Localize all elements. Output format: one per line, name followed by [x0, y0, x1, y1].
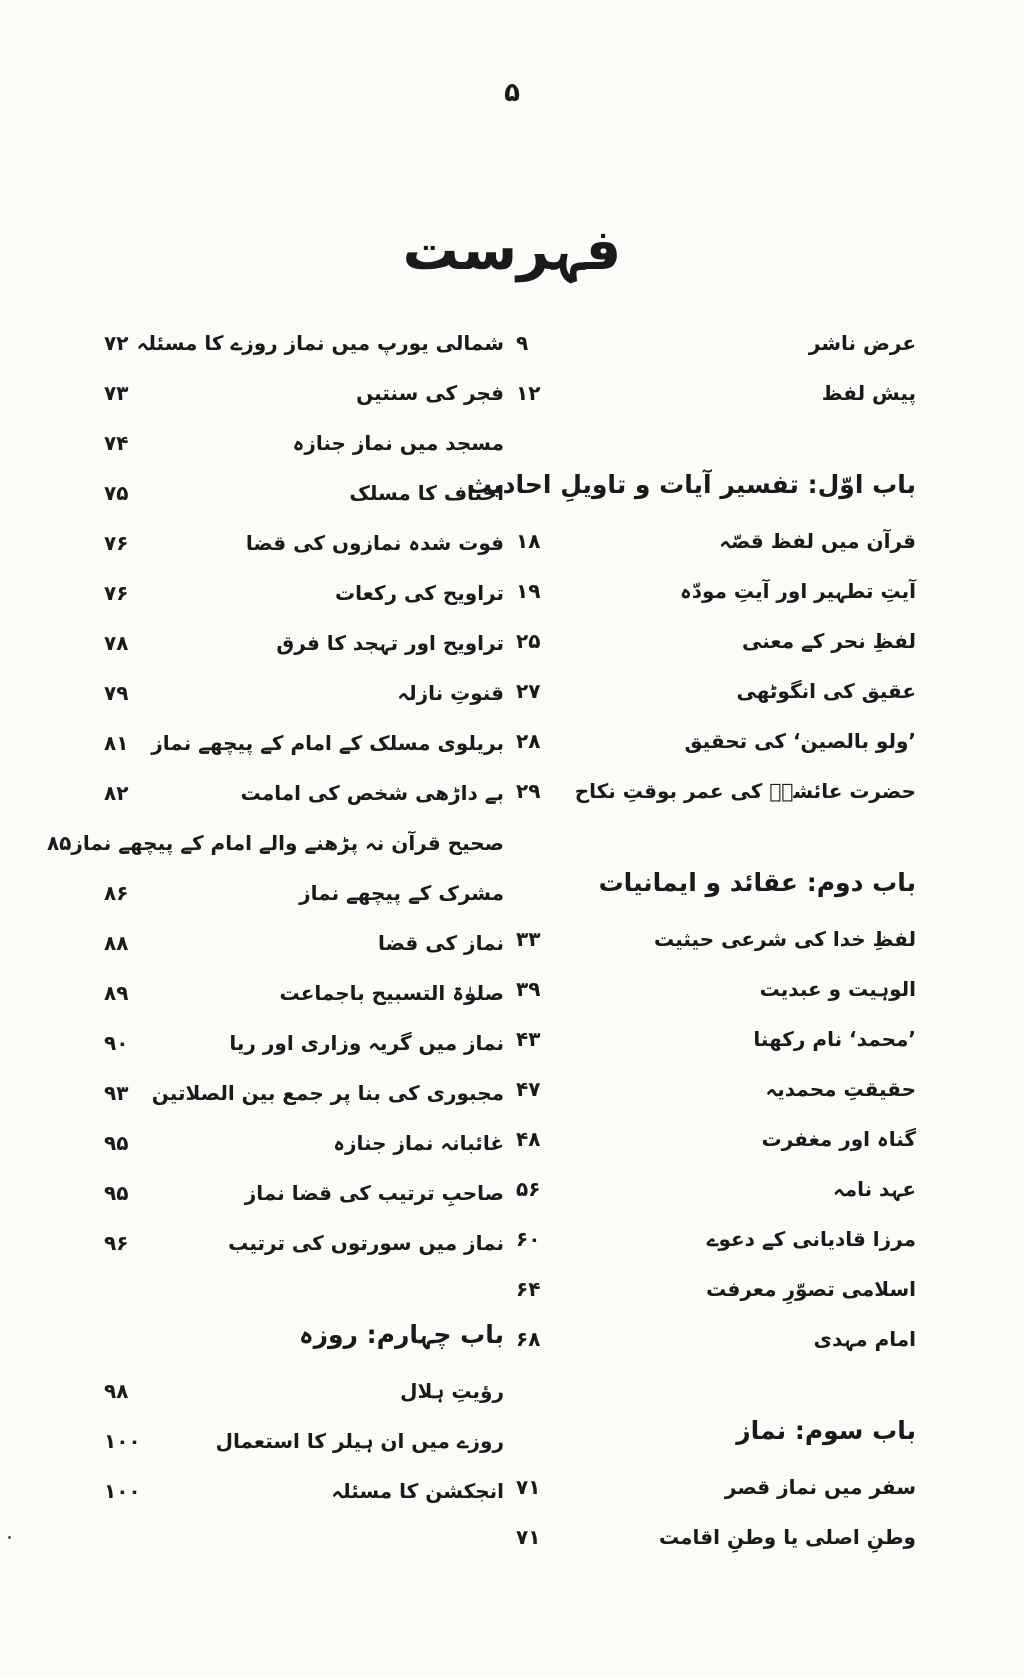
toc-entry[interactable] [516, 1462, 916, 1512]
toc-entry-title: صحیح قرآن نہ پڑھنے والے امام کے پیچھے نماز [71, 831, 504, 855]
toc-entry[interactable] [516, 1214, 916, 1264]
toc-entry[interactable] [104, 368, 504, 418]
page-number: ۵ [504, 78, 520, 108]
toc-entry[interactable] [104, 1018, 504, 1068]
toc-entry-page: ۱۰۰ [104, 1479, 141, 1503]
section-gap [516, 418, 916, 452]
toc-entry-page: ۶۰ [516, 1227, 541, 1251]
toc-entry-title: نماز کی قضا [377, 931, 504, 955]
toc-entry[interactable] [516, 368, 916, 418]
toc-entry-page: ۹۵ [104, 1181, 129, 1205]
toc-entry-title: رؤیتِ ہلال [400, 1379, 504, 1403]
toc-entry-page: ۸۸ [104, 931, 129, 955]
toc-entry[interactable] [104, 468, 504, 518]
toc-entry[interactable] [104, 518, 504, 568]
toc-entry-page: ۹۳ [104, 1081, 129, 1105]
toc-entry[interactable] [104, 318, 504, 368]
toc-entry-page: ۳۹ [516, 977, 541, 1001]
toc-entry-title: لفظِ خدا کی شرعی حیثیت [654, 927, 916, 951]
toc-entry[interactable] [104, 718, 504, 768]
toc-entry[interactable] [516, 914, 916, 964]
toc-entry[interactable] [516, 716, 916, 766]
toc-entry-title: امام مہدی [813, 1327, 916, 1351]
toc-entry-page: ۷۴ [104, 431, 129, 455]
toc-entry-page: ۱۰۰ [104, 1429, 141, 1453]
page-speck [8, 1536, 11, 1539]
toc-entry[interactable] [516, 666, 916, 716]
toc-entry-page: ۷۱ [516, 1525, 541, 1549]
chapter-heading: باب سوم: نماز [736, 1415, 916, 1445]
toc-entry-page: ۴۸ [516, 1127, 541, 1151]
toc-entry-title: شمالی یورپ میں نماز روزے کا مسئلہ [136, 331, 504, 355]
toc-entry[interactable] [516, 1512, 916, 1562]
toc-entry-title: نماز میں گریہ وزاری اور ریا [229, 1031, 504, 1055]
toc-entry-title: ’محمد‘ نام رکھنا [753, 1027, 916, 1051]
toc-entry-title: عہد نامہ [832, 1177, 916, 1201]
toc-entry-page: ۶۸ [516, 1327, 541, 1351]
toc-entry-page: ۷۶ [104, 531, 129, 555]
toc-entry-title: احناف کا مسلک [349, 481, 504, 505]
toc-entry-title: گناہ اور مغفرت [761, 1127, 916, 1151]
toc-entry-title: مرزا قادیانی کے دعوے [706, 1227, 916, 1251]
toc-entry[interactable] [104, 418, 504, 468]
toc-entry-page: ۷۲ [104, 331, 129, 355]
toc-entry-title: عقیق کی انگوٹھی [736, 679, 916, 703]
toc-entry[interactable] [516, 1164, 916, 1214]
toc-entry[interactable] [104, 968, 504, 1018]
toc-entry-page: ۹ [516, 331, 529, 355]
toc-entry[interactable] [516, 766, 916, 816]
toc-entry-title: قرآن میں لفظ قصّہ [719, 529, 916, 553]
toc-entry-page: ۱۹ [516, 579, 541, 603]
toc-entry-title: مشرک کے پیچھے نماز [299, 881, 504, 905]
toc-entry-page: ۸۲ [104, 781, 129, 805]
toc-entry[interactable] [104, 1466, 504, 1516]
toc-entry[interactable] [104, 1218, 504, 1268]
toc-entry-title: وطنِ اصلی یا وطنِ اقامت [658, 1525, 916, 1549]
toc-entry-title: آیتِ تطہیر اور آیتِ مودّہ [680, 579, 916, 603]
toc-left-column [46, 318, 504, 1516]
toc-entry-title: صلوٰۃ التسبیح باجماعت [279, 981, 504, 1005]
toc-entry[interactable] [104, 618, 504, 668]
toc-entry[interactable] [104, 918, 504, 968]
toc-entry[interactable] [104, 1416, 504, 1466]
toc-entry-title: انجکشن کا مسئلہ [331, 1479, 504, 1503]
section-gap [104, 1268, 504, 1302]
toc-entry[interactable] [516, 516, 916, 566]
toc-entry[interactable] [46, 818, 504, 868]
toc-entry-title: پیش لفظ [821, 381, 916, 405]
section-gap [516, 816, 916, 850]
toc-right-column [466, 318, 916, 1562]
toc-entry[interactable] [516, 1264, 916, 1314]
toc-entry-title: تراویح کی رکعات [335, 581, 504, 605]
toc-entry[interactable] [104, 1068, 504, 1118]
toc-entry-page: ۲۷ [516, 679, 541, 703]
toc-entry-title: ’ولو بالصین‘ کی تحقیق [684, 729, 916, 753]
toc-entry-page: ۹۰ [104, 1031, 129, 1055]
toc-entry-title: بریلوی مسلک کے امام کے پیچھے نماز [151, 731, 504, 755]
toc-entry-title: عرض ناشر [808, 331, 916, 355]
toc-entry-page: ۹۵ [104, 1131, 129, 1155]
toc-entry-title: روزے میں ان ہیلر کا استعمال [215, 1429, 504, 1453]
toc-entry-title: مجبوری کی بنا پر جمع بین الصلاتین [151, 1081, 504, 1105]
toc-entry-page: ۷۸ [104, 631, 129, 655]
chapter-heading: باب دوم: عقائد و ایمانیات [598, 867, 916, 897]
toc-entry-title: اسلامی تصوّرِ معرفت [706, 1277, 916, 1301]
toc-entry-page: ۷۶ [104, 581, 129, 605]
toc-entry-title: فجر کی سنتیں [356, 381, 504, 405]
toc-entry-page: ۲۹ [516, 779, 541, 803]
toc-entry[interactable] [516, 566, 916, 616]
toc-entry-page: ۷۹ [104, 681, 129, 705]
toc-entry-page: ۱۸ [516, 529, 541, 553]
toc-entry-page: ۸۱ [104, 731, 129, 755]
toc-entry-page: ۸۵ [46, 831, 72, 855]
toc-entry-page: ۳۳ [516, 927, 541, 951]
toc-entry-title: فوت شدہ نمازوں کی قضا [245, 531, 504, 555]
toc-entry-page: ۸۶ [104, 881, 129, 905]
section-gap [516, 1364, 916, 1398]
toc-entry-page: ۷۳ [104, 381, 129, 405]
toc-entry[interactable] [516, 1314, 916, 1364]
toc-entry-title: غائبانہ نماز جنازہ [333, 1131, 504, 1155]
toc-entry-title: حقیقتِ محمدیہ [765, 1077, 916, 1101]
toc-entry-page: ۸۹ [104, 981, 129, 1005]
toc-entry[interactable] [104, 1366, 504, 1416]
toc-entry-page: ۶۴ [516, 1277, 541, 1301]
toc-entry-title: قنوتِ نازلہ [397, 681, 504, 705]
toc-entry-page: ۷۵ [104, 481, 129, 505]
toc-entry-page: ۲۵ [516, 629, 541, 653]
toc-entry-page: ۴۳ [516, 1027, 541, 1051]
toc-entry-title: الوہیت و عبدیت [759, 977, 916, 1001]
chapter-heading: باب اوّل: تفسیر آیات و تاویلِ احادیث [466, 469, 916, 499]
toc-entry-title: صاحبِ ترتیب کی قضا نماز [244, 1181, 504, 1205]
toc-entry-page: ۹۸ [104, 1379, 129, 1403]
toc-entry-page: ۲۸ [516, 729, 541, 753]
toc-entry[interactable] [104, 868, 504, 918]
toc-entry-title: لفظِ نحر کے معنی [742, 629, 916, 653]
toc-entry-page: ۹۶ [104, 1231, 129, 1255]
toc-entry-title: مسجد میں نماز جنازہ [292, 431, 504, 455]
toc-entry[interactable] [516, 964, 916, 1014]
toc-entry-title: سفر میں نماز قصر [724, 1475, 916, 1499]
toc-entry[interactable] [104, 1118, 504, 1168]
toc-entry-title: تراویح اور تہجد کا فرق [276, 631, 504, 655]
toc-entry[interactable] [104, 768, 504, 818]
toc-entry-page: ۴۷ [516, 1077, 541, 1101]
chapter-heading: باب چہارم: روزہ [298, 1319, 504, 1349]
toc-entry-page: ۷۱ [516, 1475, 541, 1499]
toc-entry[interactable] [516, 318, 916, 368]
toc-entry-page: ۵۶ [516, 1177, 541, 1201]
toc-entry-page: ۱۲ [516, 381, 541, 405]
toc-entry[interactable] [104, 568, 504, 618]
toc-entry[interactable] [104, 1168, 504, 1218]
page-title: فہرست [402, 218, 622, 283]
toc-entry[interactable] [104, 668, 504, 718]
toc-entry[interactable] [516, 1114, 916, 1164]
toc-entry-title: نماز میں سورتوں کی ترتیب [228, 1231, 504, 1255]
toc-entry-title: حضرت عائشہؓ کی عمر بوقتِ نکاح [574, 779, 916, 803]
toc-entry[interactable] [516, 616, 916, 666]
toc-entry-title: بے داڑھی شخص کی امامت [240, 781, 504, 805]
toc-entry[interactable] [516, 1064, 916, 1114]
toc-entry[interactable] [516, 1014, 916, 1064]
